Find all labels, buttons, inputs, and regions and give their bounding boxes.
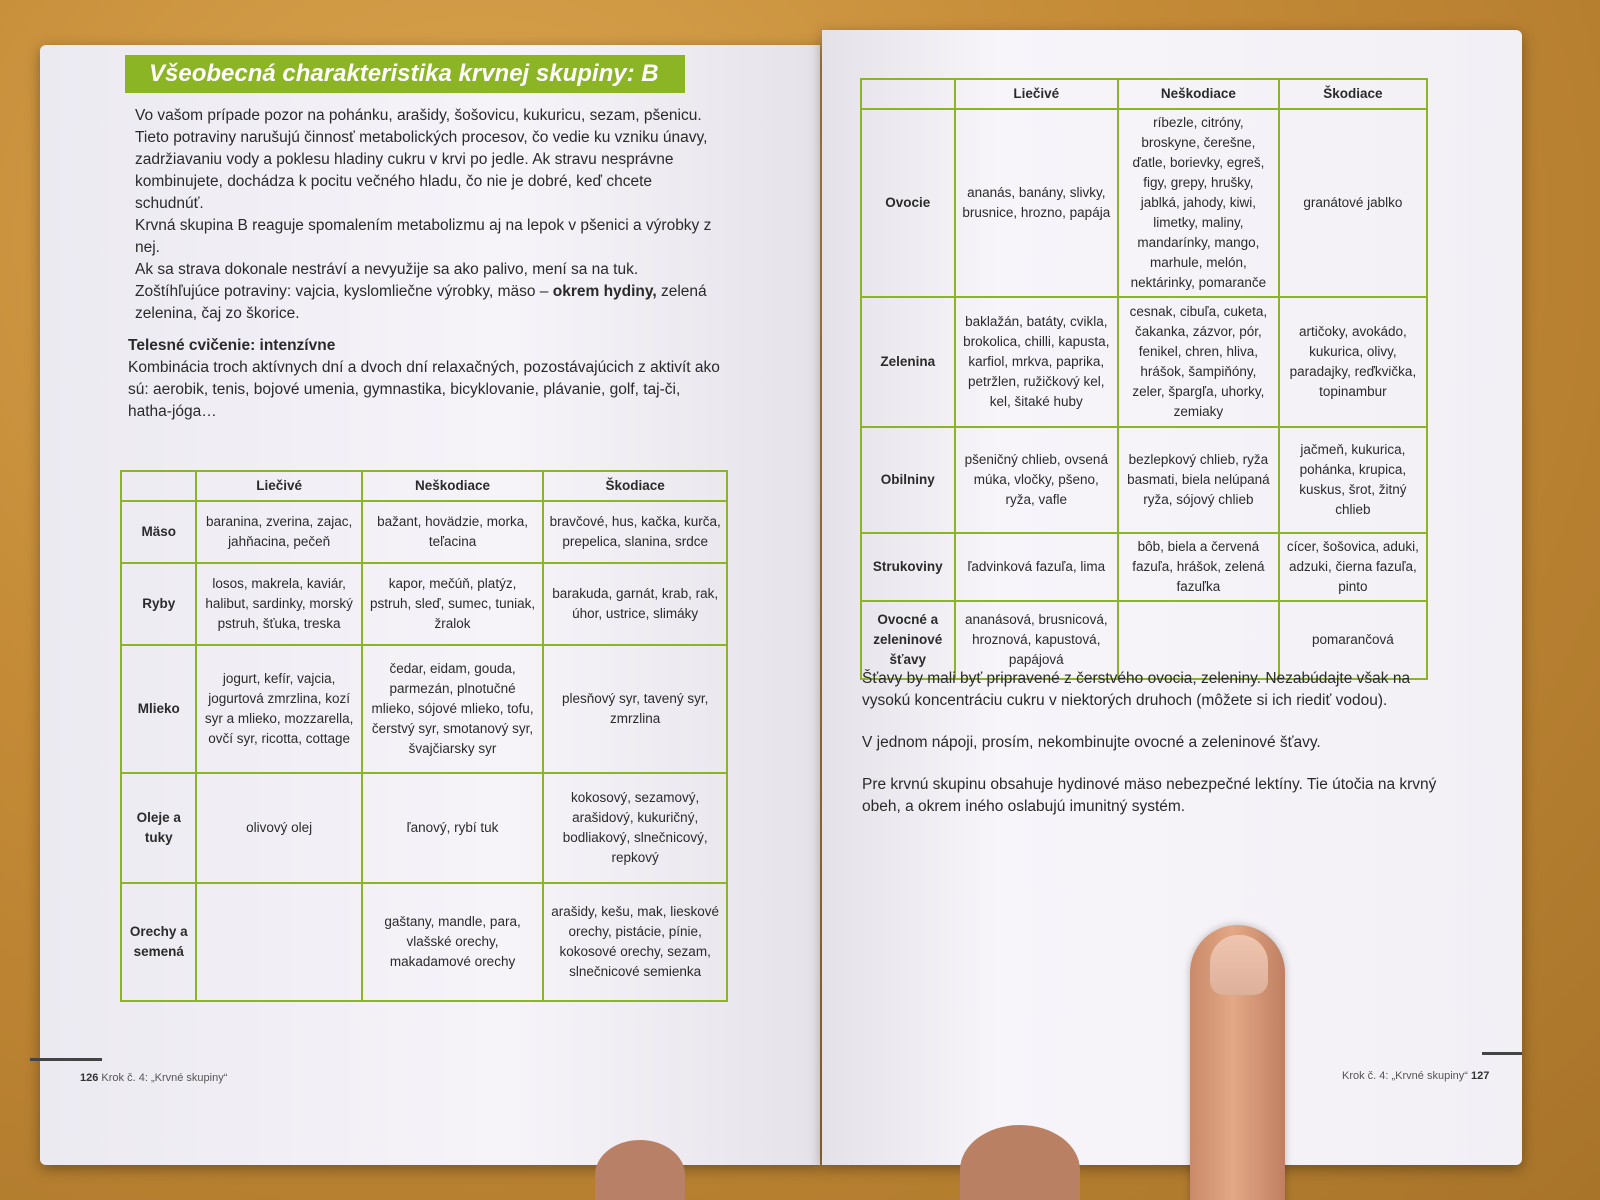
right-table-header-row	[861, 79, 1427, 109]
left-table-cell: losos, makrela, kaviár, halibut, sardinky, morský pstruh, šťuka, treska	[196, 563, 361, 645]
right-table-cell: cícer, šošovica, aduki, adzuki, čierna fazuľa, pinto	[1279, 533, 1427, 601]
right-table-header-cell	[861, 79, 955, 109]
left-table-cell: plesňový syr, tavený syr, zmrzlina	[543, 645, 727, 773]
footer-right	[1342, 1070, 1489, 1082]
left-table-row-header: Ryby	[121, 563, 196, 645]
left-table-cell: olivový olej	[196, 773, 361, 883]
left-table-cell: gaštany, mandle, para, vlašské orechy, makadamové orechy	[362, 883, 544, 1001]
right-table-cell: ľadvinková fazuľa, lima	[955, 533, 1118, 601]
right-table-header-cell: Škodiace	[1279, 79, 1427, 109]
left-table-row	[121, 773, 727, 883]
right-table-row	[861, 533, 1427, 601]
slimming-prefix: Zoštíhľujúce potraviny: vajcia, kyslomliečne výrobky, mäso –	[135, 283, 553, 300]
left-table-cell: jogurt, kefír, vajcia, jogurtová zmrzlina, kozí syr a mlieko, mozzarella, ovčí syr, ricotta, cottage	[196, 645, 361, 773]
page-number-left: 126	[80, 1072, 99, 1084]
right-table-cell: granátové jablko	[1279, 109, 1427, 297]
page-heading: Všeobecná charakteristika krvnej skupiny: B	[125, 55, 685, 93]
left-table-cell: bažant, hovädzie, morka, teľacina	[362, 501, 544, 563]
left-table-header-cell	[121, 471, 196, 501]
left-table-cell: baranina, zverina, zajac, jahňacina, pečeň	[196, 501, 361, 563]
footer-left	[80, 1072, 227, 1084]
left-table-cell: ľanový, rybí tuk	[362, 773, 544, 883]
footer-chapter-left: Krok č. 4: „Krvné skupiny“	[101, 1072, 228, 1084]
note-paragraph-1: Šťavy by mali byť pripravené z čerstvého ovocia, zeleniny. Nezabúdajte však na vysokú koncentráciu cukru v niektorých druhoch (môžete si ich riediť vodou).	[862, 670, 1411, 709]
right-table-row	[861, 427, 1427, 533]
left-table-header-cell: Liečivé	[196, 471, 361, 501]
slimming-paragraph	[135, 281, 725, 325]
right-table-row-header: Strukoviny	[861, 533, 955, 601]
left-table-header-cell: Neškodiace	[362, 471, 544, 501]
right-table-cell: pšeničný chlieb, ovsená múka, vločky, pšeno, ryža, vafle	[955, 427, 1118, 533]
left-table-cell	[196, 883, 361, 1001]
right-table-cell: artičoky, avokádo, kukurica, olivy, paradajky, reďkvička, topinambur	[1279, 297, 1427, 427]
left-table-row	[121, 563, 727, 645]
left-table-cell: kapor, mečúň, platýz, pstruh, sleď, sumec, tuniak, žralok	[362, 563, 544, 645]
intro-paragraph-1: Vo vašom prípade pozor na pohánku, arašidy, šošovicu, kukuricu, sezam, pšenicu. Tieto potraviny narušujú činnosť metabolických procesov, čo vedie ku vzniku únavy, zadržiavaniu vody a poklesu hladiny cukru v krvi po jedle. Ak stravu nesprávne kombinujete, dochádza k pocitu večného hladu, čo nie je dobré, keď chcete schudnúť.	[135, 107, 708, 212]
right-table-header-cell: Liečivé	[955, 79, 1118, 109]
left-table-row	[121, 883, 727, 1001]
left-table-row-header: Mäso	[121, 501, 196, 563]
intro-paragraph-3: Ak sa strava dokonale nestráví a nevyužije sa ako palivo, mení sa na tuk.	[135, 261, 639, 278]
slimming-suffix: zelená zelenina, čaj zo škorice.	[135, 283, 707, 322]
left-table-row-header: Mlieko	[121, 645, 196, 773]
left-table-cell: čedar, eidam, gouda, parmezán, plnotučné mlieko, sójové mlieko, tofu, čerstvý syr, smotanový syr, švajčiarsky syr	[362, 645, 544, 773]
exercise-text: Kombinácia troch aktívnych dní a dvoch dní relaxačných, pozostávajúcich z aktivít ako sú: aerobik, tenis, bojové umenia, gymnastika, bicyklovanie, plávanie, golf, taj-či, hatha-jóga…	[128, 359, 720, 420]
left-table-cell: arašidy, kešu, mak, lieskové orechy, pistácie, píniе, kokosové orechy, sezam, slnečnicové semienka	[543, 883, 727, 1001]
left-table-header-row	[121, 471, 727, 501]
right-table-cell: ríbezle, citróny, broskyne, čerešne, ďatle, borievky, egreš, figy, grepy, hrušky, jablká, jahody, kiwi, limetky, maliny, mandarínky, mango, marhule, melón, nektárinky, pomaranče	[1118, 109, 1279, 297]
left-table-cell: kokosový, sezamový, arašidový, kukuričný, bodliakový, slnečnicový, repkový	[543, 773, 727, 883]
right-table-cell: ananás, banány, slivky, brusnice, hrozno, papája	[955, 109, 1118, 297]
left-table-header-cell: Škodiace	[543, 471, 727, 501]
left-table-cell: bravčové, hus, kačka, kurča, prepelica, slanina, srdce	[543, 501, 727, 563]
left-table-row	[121, 501, 727, 563]
page-number-right: 127	[1471, 1070, 1490, 1082]
note-paragraph-3: Pre krvnú skupinu obsahuje hydinové mäso nebezpečné lektíny. Tie útočia na krvný obeh, a okrem iného oslabujú imunitný systém.	[862, 776, 1437, 815]
right-table-row-header: Ovocie	[861, 109, 955, 297]
exercise-section	[128, 335, 728, 423]
footer-rule-left	[30, 1058, 102, 1061]
right-table-row-header: Ovocné a zeleninové šťavy	[861, 601, 955, 679]
right-table-row-header: Zelenina	[861, 297, 955, 427]
right-table-cell: jačmeň, kukurica, pohánka, krupica, kuskus, šrot, žitný chlieb	[1279, 427, 1427, 533]
right-table-row-header: Obilniny	[861, 427, 955, 533]
right-table-row	[861, 297, 1427, 427]
right-table-cell: bezlepkový chlieb, ryža basmati, biela nelúpaná ryža, sójový chlieb	[1118, 427, 1279, 533]
right-table-cell: baklažán, batáty, cvikla, brokolica, chilli, kapusta, karfiol, mrkva, paprika, petržlen, ružičkový kel, kel, šitaké huby	[955, 297, 1118, 427]
left-table-cell: barakuda, garnát, krab, rak, úhor, ustrice, slimáky	[543, 563, 727, 645]
juice-notes	[862, 668, 1452, 838]
right-table-header-cell: Neškodiace	[1118, 79, 1279, 109]
footer-rule-right	[1482, 1052, 1522, 1055]
right-table-row	[861, 109, 1427, 297]
left-table-row	[121, 645, 727, 773]
intro-paragraph-2: Krvná skupina B reaguje spomalením metabolizmu aj na lepok v pšenici a výrobky z nej.	[135, 217, 712, 256]
right-table-cell: pomarančová	[1279, 601, 1427, 679]
note-paragraph-2: V jednom nápoji, prosím, nekombinujte ovocné a zeleninové šťavy.	[862, 734, 1321, 751]
right-table-cell: ananásová, brusnicová, hroznová, kapustová, papájová	[955, 601, 1118, 679]
right-table-cell: bôb, biela a červená fazuľa, hrášok, zelená fazuľka	[1118, 533, 1279, 601]
right-content	[822, 30, 1522, 1165]
right-table-cell: cesnak, cibuľa, cuketa, čakanka, zázvor, pór, fenikel, chren, hliva, hrášok, šampiňóny, zeler, špargľa, uhorky, zemiaky	[1118, 297, 1279, 427]
left-table-row-header: Oleje a tuky	[121, 773, 196, 883]
intro-text	[135, 105, 725, 325]
food-table-left	[120, 470, 728, 1002]
fingernail	[1210, 935, 1268, 995]
food-table-right	[860, 78, 1428, 680]
exercise-title: Telesné cvičenie: intenzívne	[128, 337, 336, 354]
footer-chapter-right: Krok č. 4: „Krvné skupiny“	[1342, 1070, 1468, 1082]
left-table-row-header: Orechy a semená	[121, 883, 196, 1001]
slimming-bold: okrem hydiny,	[552, 283, 657, 300]
